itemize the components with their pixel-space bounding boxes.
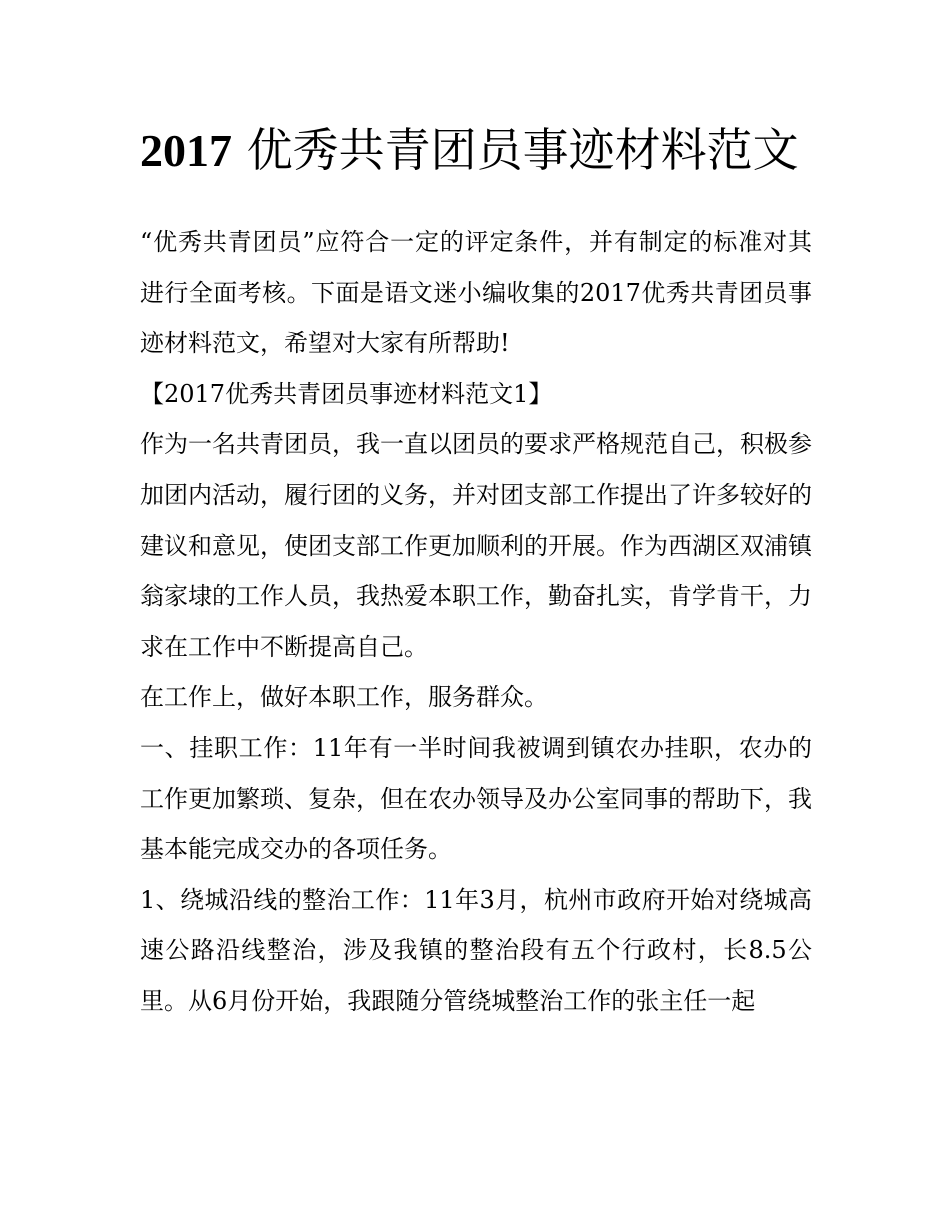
body-paragraph: 一、挂职工作：11年有一半时间我被调到镇农办挂职，农办的工作更加繁琐、复杂，但在农办领导及办公室同事的帮助下，我基本能完成交办的各项任务。	[140, 733, 812, 864]
document-body	[140, 217, 812, 1027]
body-paragraph: 1、绕城沿线的整治工作：11年3月，杭州市政府开始对绕城高速公路沿线整治，涉及我镇的整治段有五个行政村，长8.5公里。从6月份开始，我跟随分管绕城整治工作的张主任一起	[140, 885, 812, 1015]
intro-paragraph: “优秀共青团员”应符合一定的评定条件，并有制定的标准对其进行全面考核。下面是语文迷小编收集的2017优秀共青团员事迹材料范文，希望对大家有所帮助!	[140, 228, 812, 358]
body-paragraph: 在工作上，做好本职工作，服务群众。	[140, 683, 548, 712]
title-text: 优秀共青团员事迹材料范文	[246, 123, 799, 177]
document-title	[140, 112, 812, 189]
section-heading: 【2017优秀共青团员事迹材料范文1】	[140, 379, 553, 408]
title-year: 2017	[140, 125, 232, 176]
document-page	[140, 112, 812, 1027]
body-paragraph: 作为一名共青团员，我一直以团员的要求严格规范自己，积极参加团内活动，履行团的义务，并对团支部工作提出了许多较好的建议和意见，使团支部工作更加顺利的开展。作为西湖区双浦镇翁家埭的工作人员，我热爱本职工作，勤奋扎实，肯学肯干，力求在工作中不断提高自己。	[140, 430, 812, 661]
